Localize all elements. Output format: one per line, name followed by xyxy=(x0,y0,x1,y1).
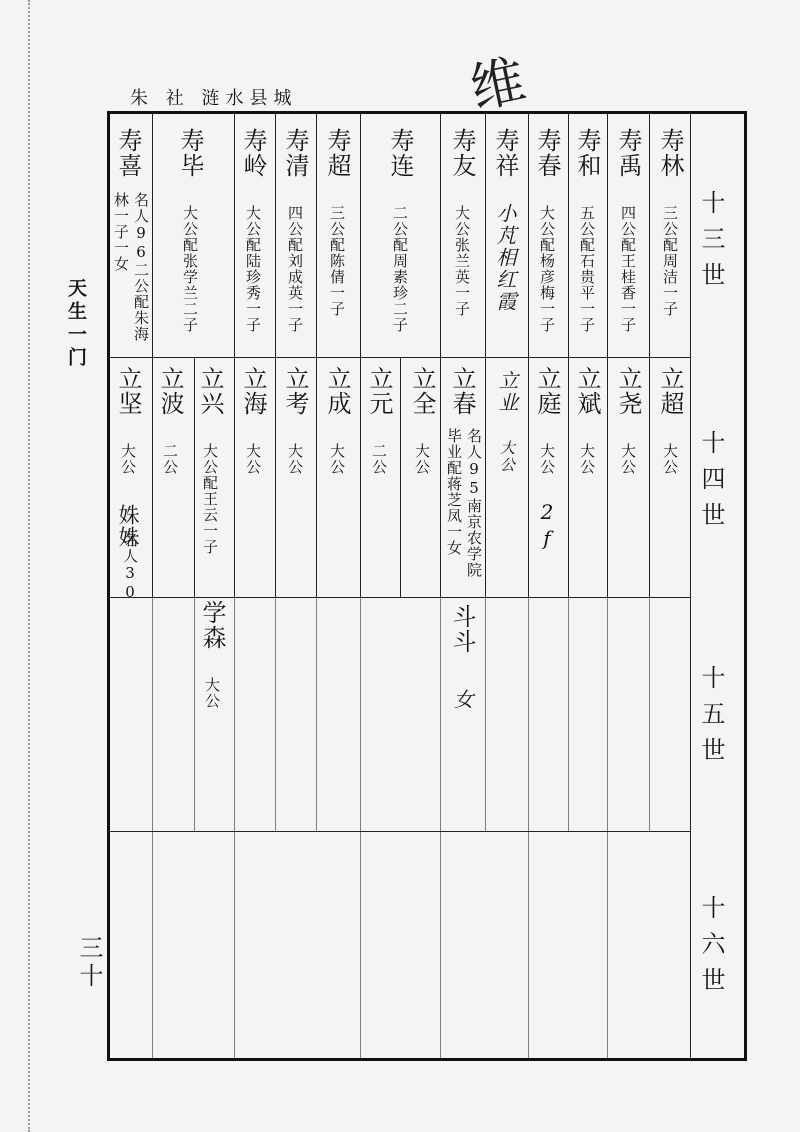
gen14-entry xyxy=(658,366,682,475)
gen13-entry xyxy=(616,128,640,333)
person-name: 立坚 xyxy=(114,366,142,416)
person-name: 立全 xyxy=(408,366,436,416)
gen14-entry xyxy=(450,366,474,416)
gen15-entry xyxy=(200,600,224,709)
person-note: 五公配石贵平一子 xyxy=(578,205,596,333)
gen13-entry xyxy=(325,128,349,317)
person-note: 二公 xyxy=(161,443,179,475)
generation-15-label: 十五世 xyxy=(697,665,725,773)
person-note: 大公配陆珍秀一子 xyxy=(244,205,262,333)
person-name: 立兴 xyxy=(196,366,224,416)
gen13-entry xyxy=(116,128,140,178)
person-name: 立超 xyxy=(656,366,684,416)
gen14-entry xyxy=(158,366,182,475)
person-name: 寿祥 xyxy=(491,128,519,178)
generation-13-label: 十三世 xyxy=(697,190,725,298)
person-note: 名人95南京农学院 xyxy=(465,428,483,578)
handwritten-note: 2f xyxy=(535,500,559,552)
person-note: 大公 xyxy=(619,443,637,475)
gen13-entry xyxy=(575,128,599,333)
person-note: 大公 xyxy=(119,443,137,475)
person-note: 三公配陈倩一子 xyxy=(328,205,346,317)
person-note: 大公 xyxy=(661,443,679,475)
person-name: 立春 xyxy=(448,366,476,416)
gen13-entry xyxy=(283,128,307,333)
person-note: 女 xyxy=(450,689,474,711)
handwritten-note: 小芃相红霞 xyxy=(493,203,517,313)
person-note: 大公配张学兰二子 xyxy=(181,205,199,333)
gen14-entry xyxy=(283,366,307,475)
gen13-entry xyxy=(535,128,559,333)
person-note: 大公配王云一子 xyxy=(201,443,219,555)
person-note: 名人96二公配朱海 xyxy=(132,192,150,342)
gen14-entry xyxy=(575,366,599,475)
handwritten-mark: 维 xyxy=(464,47,531,121)
person-name: 寿禹 xyxy=(614,128,642,178)
binding-holes xyxy=(14,0,30,1132)
gen13-entry xyxy=(388,128,412,333)
person-name: 立波 xyxy=(156,366,184,416)
person-name: 寿林 xyxy=(656,128,684,178)
child-note: 名人30 xyxy=(121,532,139,602)
person-name: 立业 xyxy=(495,370,519,414)
person-note: 大公 xyxy=(328,443,346,475)
person-name: 立尧 xyxy=(614,366,642,416)
gen13-entry xyxy=(178,128,202,333)
gen13-entry xyxy=(658,128,682,317)
gen14-entry xyxy=(198,366,222,555)
genealogy-table xyxy=(107,111,747,1061)
person-note: 四公配刘成英一子 xyxy=(286,205,304,333)
person-note: 大公 xyxy=(203,677,221,709)
person-note: 大公 xyxy=(286,443,304,475)
gen14-entry xyxy=(493,370,522,474)
gen14-entry xyxy=(241,366,265,475)
person-name: 斗斗 xyxy=(448,604,476,654)
person-name: 立海 xyxy=(239,366,267,416)
gen13-entry xyxy=(241,128,265,333)
person-note: 大公配杨彦梅一子 xyxy=(538,205,556,333)
person-name: 寿春 xyxy=(533,128,561,178)
person-name: 寿和 xyxy=(573,128,601,178)
person-note: 三公配周洁一子 xyxy=(661,205,679,317)
person-name: 寿连 xyxy=(386,128,414,178)
person-name: 学森 xyxy=(198,600,226,650)
side-label: 天生一门 xyxy=(65,278,87,370)
person-note: 大公 xyxy=(244,443,262,475)
gen14-entry xyxy=(410,366,434,475)
generation-14-label: 十四世 xyxy=(697,430,725,538)
person-note: 毕业配蒋芝凤一女 xyxy=(445,428,463,556)
person-note: 二公配周素珍二子 xyxy=(391,205,409,333)
person-name: 立斌 xyxy=(573,366,601,416)
gen13-entry xyxy=(493,128,517,313)
person-note: 大公张兰英一子 xyxy=(453,205,471,317)
person-note: 大公 xyxy=(538,443,556,475)
child-name: 姝姝 xyxy=(116,504,140,548)
person-note: 大公 xyxy=(413,443,431,475)
page-number: 三十 xyxy=(75,935,103,991)
person-name: 寿毕 xyxy=(176,128,204,178)
generation-16-label: 十六世 xyxy=(697,895,725,1003)
person-note: 大公 xyxy=(498,440,516,474)
person-name: 立成 xyxy=(323,366,351,416)
person-name: 立庭 xyxy=(533,366,561,416)
person-note: 大公 xyxy=(578,443,596,475)
gen13-entry xyxy=(450,128,474,317)
person-name: 立元 xyxy=(365,366,393,416)
person-note: 林一子一女 xyxy=(112,192,130,272)
gen14-entry xyxy=(116,366,140,548)
person-name: 寿超 xyxy=(323,128,351,178)
person-note: 二公 xyxy=(370,443,388,475)
gen14-entry xyxy=(616,366,640,475)
gen14-entry xyxy=(535,366,559,552)
gen15-entry xyxy=(450,604,474,711)
person-name: 寿喜 xyxy=(114,128,142,178)
gen14-entry xyxy=(325,366,349,475)
person-name: 寿岭 xyxy=(239,128,267,178)
person-name: 寿友 xyxy=(448,128,476,178)
gen14-entry xyxy=(367,366,391,475)
person-note: 四公配王桂香一子 xyxy=(619,205,637,333)
person-name: 寿清 xyxy=(281,128,309,178)
page-header: 朱 社 涟水县城 xyxy=(130,88,298,109)
person-name: 立考 xyxy=(281,366,309,416)
